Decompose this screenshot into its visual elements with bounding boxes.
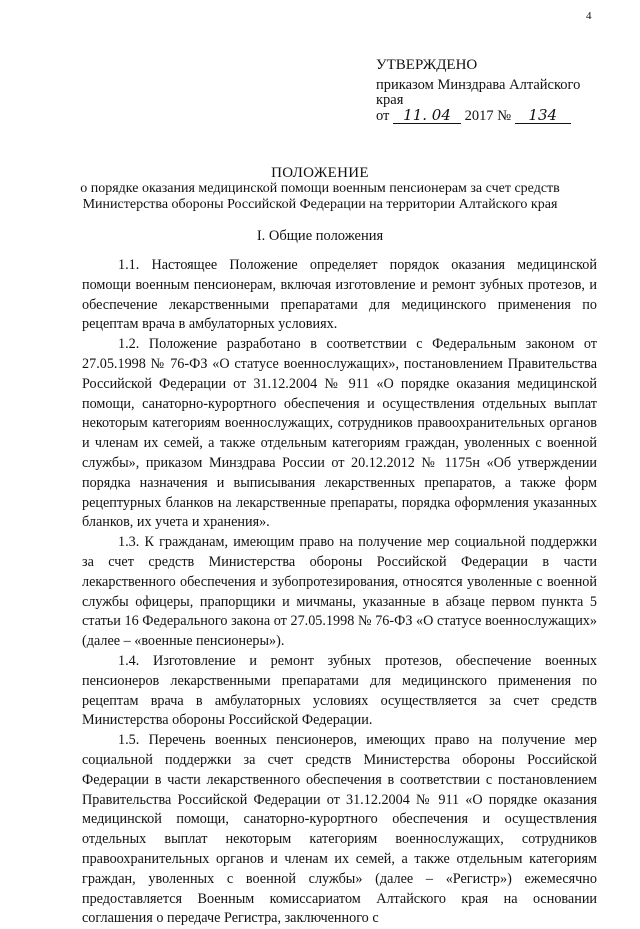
approval-date-line — [376, 108, 580, 124]
year-text: 2017 № — [464, 108, 512, 124]
subtitle-line1: о порядке оказания медицинской помощи военным пенсионерам за счет средств — [80, 181, 560, 196]
body-text — [82, 256, 597, 929]
paragraph-1-1: 1.1. Настоящее Положение определяет порядок оказания медицинской помощи военным пенсионерам, включая изготовление и ремонт зубных протезов, и обеспечение лекарственными препаратами для медицинского применения по рецептам врача в амбулаторных условиях. — [82, 257, 597, 333]
paragraph-1-4: 1.4. Изготовление и ремонт зубных протезов, обеспечение военных пенсионеров лекарственными препаратами для медицинского применения по рецептам врача в амбулаторных условиях осуществляется за счет средств Министерства обороны Российской Федерации. — [82, 652, 597, 729]
paragraph-1-3: 1.3. К гражданам, имеющим право на получение мер социальной поддержки за счет средств Министерства обороны Российской Федерации в части лекарственного обеспечения и зубопротезирования, относятся уволенные с военной службы офицеры, прапорщики и мичманы, указанные в абзаце первом пункта 5 статьи 16 Федерального закона от 27.05.1998 № 76-ФЗ «О статусе военнослужащих» (далее – «военные пенсионеры»). — [82, 534, 597, 650]
handwritten-date: 11. 04 — [393, 108, 461, 124]
document-subtitle — [0, 181, 640, 213]
approval-word: УТВЕРЖДЕНО — [376, 57, 478, 73]
paragraph-1-2: 1.2. Положение разработано в соответствии с Федеральным законом от 27.05.1998 № 76-ФЗ «О статусе военнослужащих», постановлением Правительства Российской Федерации от 31.12.2004 № 911 «О порядке оказания медицинской помощи, санаторно-курортного обеспечения и осуществления отдельных выплат некоторым категориям военнослужащих, сотрудников правоохранительных органов и членам их семей, а также отдельным категориям граждан, уволенных с военной службы», приказом Минздрава России от 20.12.2012 № 1175н «Об утверждении порядка назначения и выписывания лекарственных препаратов, а также форм рецептурных бланков на лекарственные препараты, порядка оформления указанных бланков, их учета и хранения». — [82, 336, 597, 531]
approval-line1: приказом Минздрава Алтайского — [376, 77, 581, 93]
approval-line2: края — [376, 92, 404, 108]
document-title: ПОЛОЖЕНИЕ — [271, 165, 369, 181]
approval-block — [376, 58, 580, 124]
subtitle-line2: Министерства обороны Российской Федерации на территории Алтайского края — [82, 197, 558, 212]
handwritten-number: 134 — [515, 108, 571, 124]
from-label: от — [376, 108, 390, 124]
paragraph-1-5: 1.5. Перечень военных пенсионеров, имеющих право на получение мер социальной поддержки за счет средств Министерства обороны Российской Федерации в части лекарственного обеспечения в соответствии с постановлением Правительства Российской Федерации от 31.12.2004 № 911 «О порядке оказания медицинской помощи, санаторно-курортного обеспечения и осуществления отдельных выплат некоторым категориям военнослужащих, сотрудников правоохранительных органов и членам их семей, а также отдельным категориям граждан, уволенных с военной службы» (далее – «Регистр») ежемесячно предоставляется Военным комиссариатом Алтайского края на основании соглашения о передаче Регистра, заключенного с — [82, 732, 597, 927]
section-heading: I. Общие положения — [256, 228, 384, 244]
page-number: 4 — [586, 10, 592, 22]
